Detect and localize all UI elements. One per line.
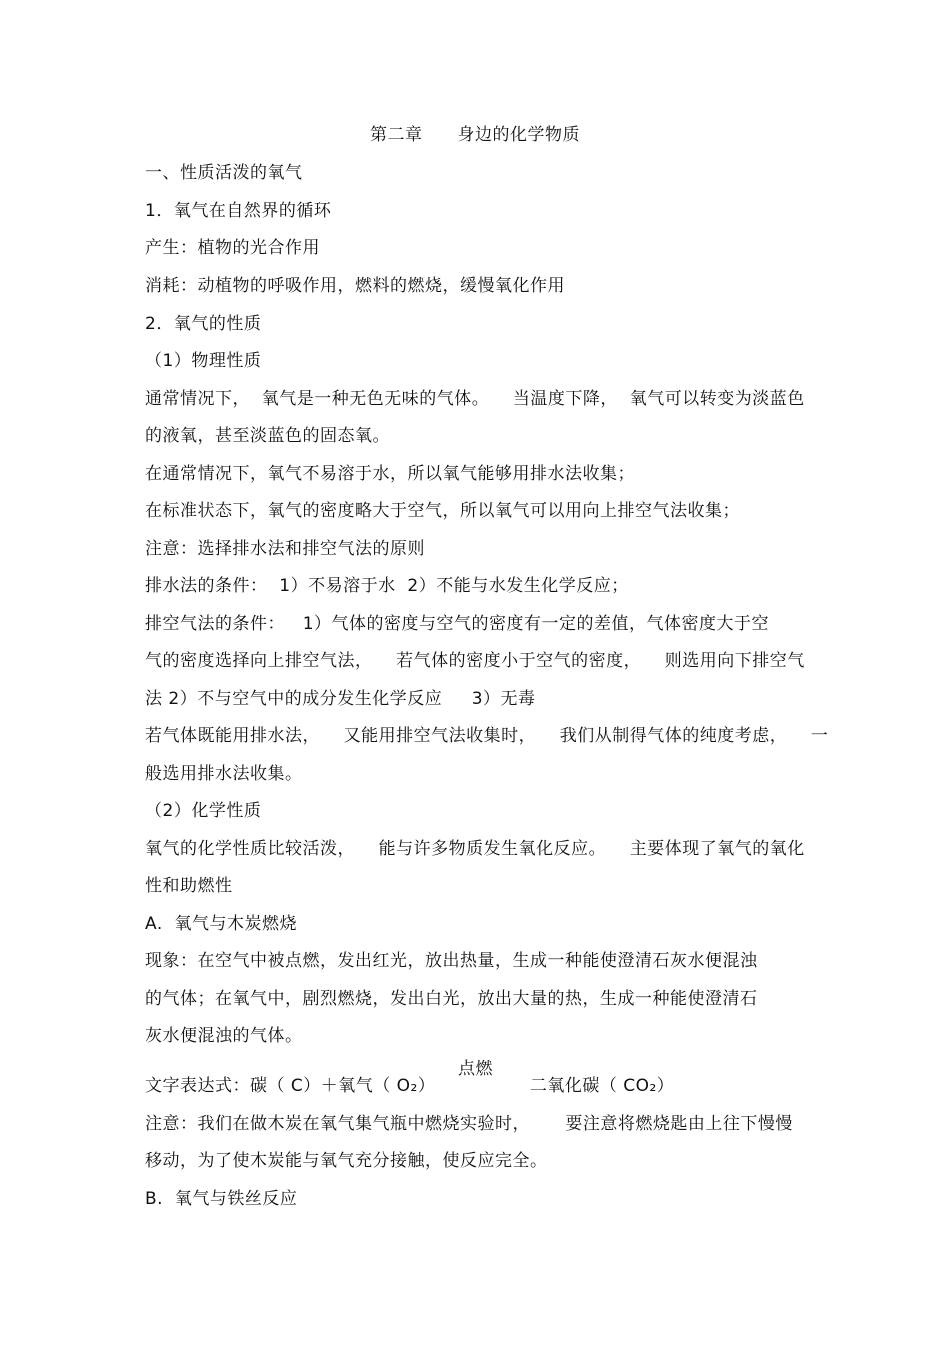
text-line: 氧气的化学性质比较活泼， 能与许多物质发生氧化反应。 主要体现了氧气的氧化 <box>145 839 805 859</box>
text-line: 般选用排水法收集。 <box>145 764 303 784</box>
text-line: 通常情况下， 氧气是一种无色无味的气体。 当温度下降， 氧气可以转变为淡蓝色 <box>145 389 805 409</box>
section-heading: 一、性质活泼的氧气 <box>145 163 303 183</box>
item-heading: A. 氧气与木炭燃烧 <box>145 914 298 934</box>
item-heading: B. 氧气与铁丝反应 <box>145 1189 298 1209</box>
text-line: 产生：植物的光合作用 <box>145 238 320 258</box>
subsection-heading: 1．氧气在自然界的循环 <box>145 201 332 221</box>
word-equation: 文字表达式：碳（ C）＋氧气（ O₂） 二氧化碳（ CO₂） <box>145 1076 675 1096</box>
text-line: 注意：我们在做木炭在氧气集气瓶中燃烧实验时， 要注意将燃烧匙由上往下慢慢 <box>145 1114 793 1134</box>
subsection-heading: （2）化学性质 <box>145 801 262 821</box>
text-line: 现象：在空气中被点燃，发出红光，放出热量，生成一种能使澄清石灰水便混浊 <box>145 951 758 971</box>
text-line: 移动，为了使木炭能与氧气充分接触，使反应完全。 <box>145 1151 548 1171</box>
text-line: 排空气法的条件： 1）气体的密度与空气的密度有一定的差值，气体密度大于空 <box>145 614 770 634</box>
text-line: 的液氧，甚至淡蓝色的固态氧。 <box>145 426 390 446</box>
text-line: 在标准状态下，氧气的密度略大于空气，所以氧气可以用向上排空气法收集； <box>145 501 740 521</box>
text-line: 的气体；在氧气中，剧烈燃烧，发出白光，放出大量的热，生成一种能使澄清石 <box>145 989 758 1009</box>
text-line: 若气体既能用排水法， 又能用排空气法收集时， 我们从制得气体的纯度考虑， 一 <box>145 726 829 746</box>
text-line: 在通常情况下，氧气不易溶于水，所以氧气能够用排水法收集； <box>145 464 635 484</box>
text-line: 气的密度选择向上排空气法， 若气体的密度小于空气的密度， 则选用向下排空气 <box>145 651 805 671</box>
subsection-heading: （1）物理性质 <box>145 351 262 371</box>
reaction-condition-label: 点燃 <box>458 1059 493 1079</box>
text-line: 性和助燃性 <box>145 876 233 896</box>
subsection-heading: 2．氧气的性质 <box>145 314 262 334</box>
chapter-title: 第二章 身边的化学物质 <box>370 125 580 145</box>
text-line: 注意：选择排水法和排空气法的原则 <box>145 539 425 559</box>
text-line: 消耗：动植物的呼吸作用，燃料的燃烧，缓慢氧化作用 <box>145 276 565 296</box>
text-line: 灰水便混浊的气体。 <box>145 1026 303 1046</box>
text-line: 排水法的条件： 1）不易溶于水 2）不能与水发生化学反应； <box>145 576 629 596</box>
text-line: 法 2）不与空气中的成分发生化学反应 3）无毒 <box>145 689 536 709</box>
